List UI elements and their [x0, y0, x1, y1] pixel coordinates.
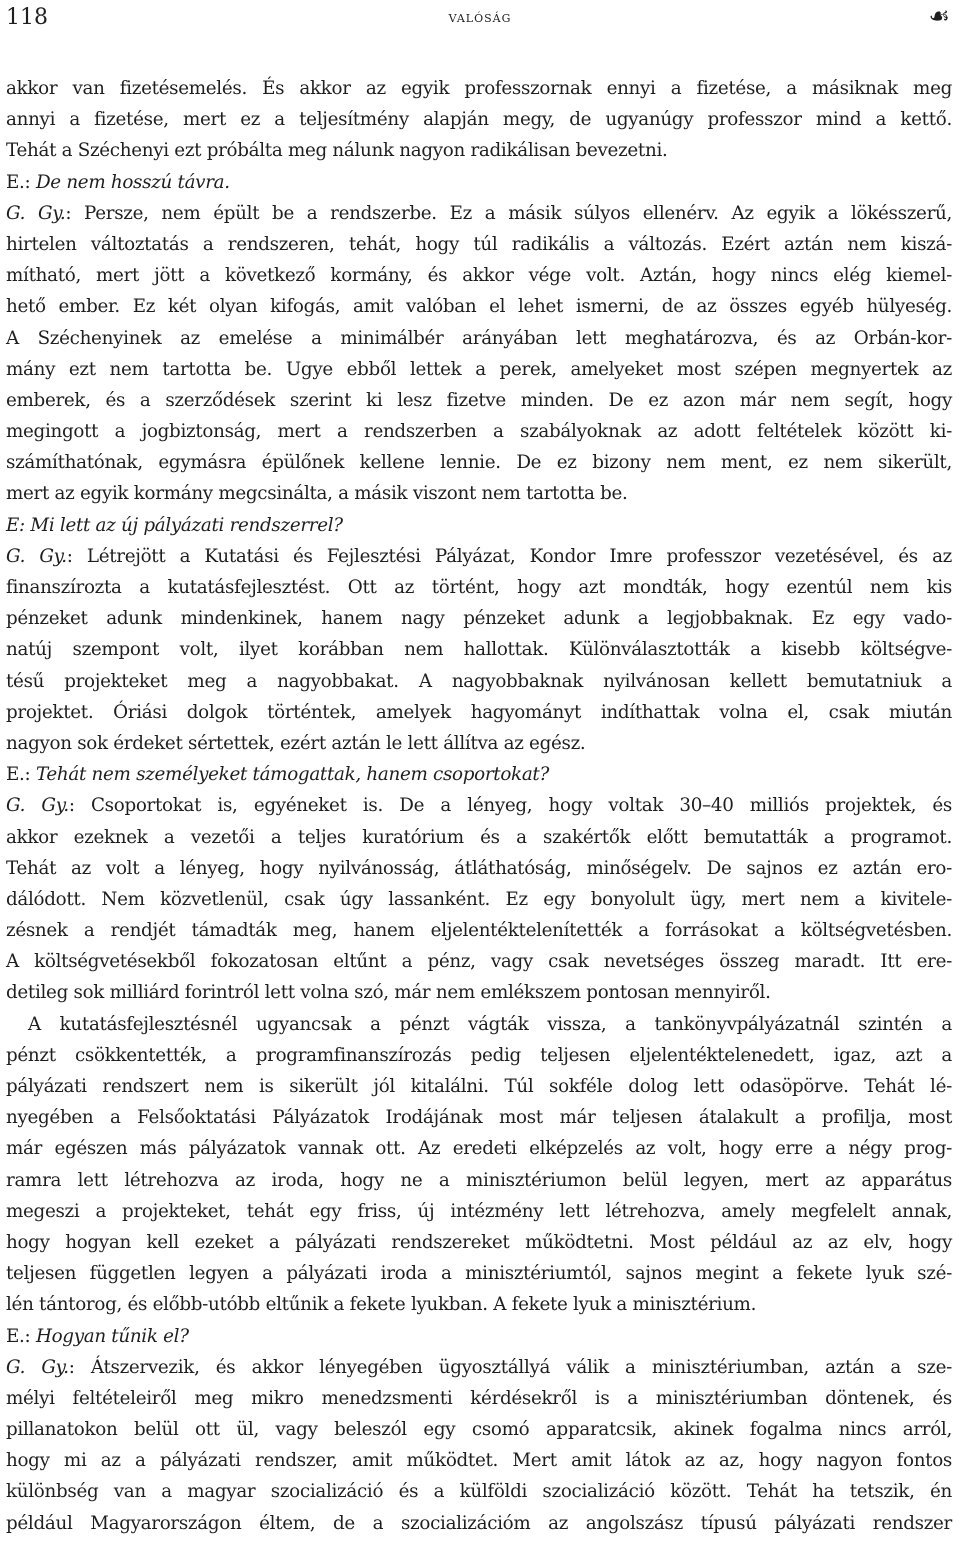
- italic-text-span: E: Mi lett az új pályázati rendszerrel?: [6, 514, 343, 536]
- text-line: [6, 1102, 952, 1133]
- text-span: E.:: [6, 1325, 36, 1347]
- text-line: [6, 104, 952, 135]
- text-line: [6, 915, 952, 946]
- text-line: [6, 1258, 952, 1289]
- text-span: : Átszervezik, és akkor lényegében ügyosztállyá válik a minisztériumban, aztán a sze-: [68, 1356, 952, 1378]
- text-line: [6, 946, 952, 977]
- text-line: [6, 1071, 952, 1102]
- text-line: [6, 634, 952, 665]
- text-line: [6, 666, 952, 697]
- text-span: mélyi feltételeiről meg mikro menedzsmenti kérdésekről is a minisztériumban döntenek, és: [6, 1387, 952, 1409]
- text-span: pénzt csökkentették, a programfinanszírozás pedig teljesen eljelentéktelenedett, igaz, azt a: [6, 1044, 952, 1066]
- interview-text-body: [6, 73, 952, 1539]
- text-line: [6, 853, 952, 884]
- text-line: [6, 198, 952, 229]
- text-line: [6, 1196, 952, 1227]
- text-span: pillanatokon belül ott ül, vagy beleszól egy csomó apparatcsik, akinek fogalma nincs arról,: [6, 1419, 952, 1441]
- text-span: hető ember. Ez két olyan kifogás, amit valóban el lehet ismerni, de az összes egyéb hülyeség.: [6, 296, 952, 318]
- text-line: [6, 1383, 952, 1414]
- text-line: [6, 977, 952, 1008]
- text-span: projektet. Óriási dolgok történtek, amelyek hagyományt indíthattak volna el, csak miután: [6, 701, 952, 723]
- text-line: [6, 291, 952, 322]
- text-span: nyegében a Felsőoktatási Pályázatok Irodájának most már teljesen átalakult a profilja, most: [6, 1107, 952, 1129]
- fleuron-ornament-icon: ☙: [928, 2, 950, 30]
- text-line: [6, 1165, 952, 1196]
- text-span: finanszírozta a kutatásfejlesztést. Ott az történt, hogy azt mondták, hogy ezentúl nem kis: [6, 577, 952, 598]
- text-span: dálódott. Nem közvetlenül, csak úgy lassanként. Ez egy bonyolult ügy, mert nem a kivitele-: [6, 888, 952, 910]
- text-line: [6, 229, 952, 260]
- text-span: A kutatásfejlesztésnél ugyancsak a pénzt vágták vissza, a tankönyvpályázatnál szintén a: [28, 1013, 952, 1035]
- text-line: [6, 73, 952, 104]
- text-span: mert az egyik kormány megcsinálta, a másik viszont nem tartotta be.: [6, 483, 628, 505]
- text-span: megeszi a projekteket, tehát egy friss, új intézmény lett létrehozva, amely megfelelt annak,: [6, 1200, 952, 1222]
- text-span: akkor ezeknek a vezetői a teljes kuratórium és a szakértők előtt bemutatták a programot.: [6, 826, 952, 848]
- text-line: [6, 1321, 952, 1352]
- italic-text-span: G. Gy.: [6, 1356, 69, 1378]
- text-span: hogy mi az a pályázati rendszer, amit működtet. Mert amit látok az az, hogy nagyon fontos: [6, 1450, 952, 1472]
- text-span: például Magyarországon éltem, de a szocializációm az angolszász típusú pályázati rendszer: [6, 1512, 952, 1534]
- text-line: [6, 541, 952, 572]
- text-span: emberek, és a szerződések szerint ki lesz fizetve minden. De ez azon már nem segít, hogy: [6, 389, 952, 411]
- text-line: [6, 354, 952, 385]
- text-line: [6, 1040, 952, 1071]
- text-span: ramra lett létrehozva az iroda, hogy ne a minisztériumon belül legyen, mert az apparátus: [6, 1169, 952, 1191]
- running-title: valóság: [448, 8, 512, 26]
- italic-text-span: Tehát nem személyeket támogattak, hanem csoportokat?: [35, 764, 549, 786]
- text-line: [6, 260, 952, 291]
- text-line: [6, 1414, 952, 1445]
- text-span: : Csoportokat is, egyéneket is. De a lényeg, hogy voltak 30–40 milliós projektek, és: [68, 795, 952, 817]
- text-line: [6, 1508, 952, 1539]
- text-span: hogy hogyan kell ezeket a pályázati rendszereket működtetni. Most például az az elv, hogy: [6, 1231, 952, 1253]
- text-line: [6, 1289, 952, 1320]
- text-line: [6, 1133, 952, 1164]
- italic-text-span: Hogyan tűnik el?: [35, 1325, 189, 1347]
- text-line: [6, 728, 952, 759]
- text-span: Tehát a Széchenyi ezt próbálta meg nálunk nagyon radikálisan bevezetni.: [6, 140, 668, 162]
- text-line: [6, 603, 952, 634]
- text-span: mítható, mert jött a következő kormány, és akkor vége volt. Aztán, hogy nincs elég kiemel-: [6, 265, 952, 287]
- text-span: már egészen más pályázatok vannak ott. Az eredeti elképzelés az volt, hogy erre a négy prog-: [6, 1138, 952, 1160]
- text-line: [6, 447, 952, 478]
- text-line: [6, 1009, 952, 1040]
- text-line: [6, 697, 952, 728]
- text-line: [6, 884, 952, 915]
- italic-text-span: G. Gy.: [6, 202, 66, 224]
- text-span: E.:: [6, 171, 36, 193]
- text-line: [6, 323, 952, 354]
- italic-text-span: De nem hosszú távra.: [35, 171, 230, 193]
- text-span: akkor van fizetésemelés. És akkor az egyik professzornak ennyi a fizetése, a másiknak meg: [6, 78, 952, 99]
- text-span: E.:: [6, 764, 36, 786]
- text-span: : Persze, nem épült be a rendszerbe. Ez a másik súlyos ellenérv. Az egyik a lökésszerű,: [65, 202, 952, 224]
- text-line: [6, 1445, 952, 1476]
- text-span: számíthatónak, egymásra épülőnek kellene lennie. De ez bizony nem ment, ez nem sikerült,: [6, 452, 952, 474]
- text-span: pályázati rendszert nem is sikerült jól kitalálni. Túl sokféle dolog lett odasöpörve. Tehát lé-: [6, 1076, 952, 1097]
- text-span: nagyon sok érdeket sértettek, ezért aztán le lett állítva az egész.: [6, 732, 586, 754]
- text-span: Tehát az volt a lényeg, hogy nyilvánosság, átláthatóság, minőségelv. De sajnos ez aztán ero-: [6, 857, 952, 879]
- text-line: [6, 759, 952, 790]
- text-span: mány ezt nem tartotta be. Ugye ebből lettek a perek, amelyeket most szépen megnyertek az: [6, 358, 952, 380]
- text-span: teljesen független legyen a pályázati iroda a minisztériumtól, sajnos megint a fekete lyuk szé-: [6, 1263, 952, 1285]
- text-line: [6, 1227, 952, 1258]
- text-span: megingott a jogbiztonság, mert a rendszerben a szabályoknak az adott feltételek között ki-: [6, 421, 952, 443]
- text-line: [6, 572, 952, 603]
- text-span: A Széchenyinek az emelése a minimálbér arányában lett meghatározva, és az Orbán-kor-: [6, 327, 952, 349]
- page-header: [0, 0, 960, 40]
- italic-text-span: G. Gy.: [6, 545, 67, 567]
- italic-text-span: G. Gy.: [6, 795, 69, 817]
- text-span: natúj szempont volt, ilyet korábban nem hallottak. Különválasztották a kisebb költségve-: [6, 639, 952, 661]
- text-line: [6, 478, 952, 509]
- text-span: detileg sok milliárd forintról lett volna szó, már nem emlékszem pontosan mennyiről.: [6, 982, 771, 1004]
- text-span: zésnek a rendjét támadták meg, hanem eljelentéktelenítették a forrásokat a költségvetésben.: [6, 920, 952, 942]
- text-line: [6, 167, 952, 198]
- text-line: [6, 416, 952, 447]
- text-line: [6, 1476, 952, 1507]
- text-span: annyi a fizetése, mert ez a teljesítmény alapján megy, de ugyanúgy professzor mind a kettő.: [6, 109, 952, 131]
- text-line: [6, 790, 952, 821]
- text-span: A költségvetésekből fokozatosan eltűnt a pénz, vagy csak nevetséges összeg maradt. Itt ere-: [6, 951, 952, 973]
- text-line: [6, 135, 952, 166]
- text-line: [6, 510, 952, 541]
- page-number: 118: [6, 5, 48, 30]
- text-span: hirtelen változtatás a rendszeren, tehát, hogy túl radikális a változás. Ezért aztán nem kiszá-: [6, 233, 952, 255]
- text-line: [6, 822, 952, 853]
- text-span: pénzeket adunk mindenkinek, hanem nagy pénzeket adunk a legjobbaknak. Ez egy vado-: [6, 608, 952, 630]
- text-span: : Létrejött a Kutatási és Fejlesztési Pályázat, Kondor Imre professzor vezetésével, és az: [66, 545, 952, 567]
- text-span: lén tántorog, és előbb-utóbb eltűnik a fekete lyukban. A fekete lyuk a minisztérium.: [6, 1294, 757, 1316]
- text-span: különbség van a magyar szocializáció és a külföldi szocializáció között. Tehát ha tetszik, én: [6, 1481, 952, 1503]
- text-line: [6, 1352, 952, 1383]
- text-line: [6, 385, 952, 416]
- text-span: tésű projekteket meg a nagyobbakat. A nagyobbaknak nyilvánosan kellett bemutatniuk a: [6, 670, 952, 692]
